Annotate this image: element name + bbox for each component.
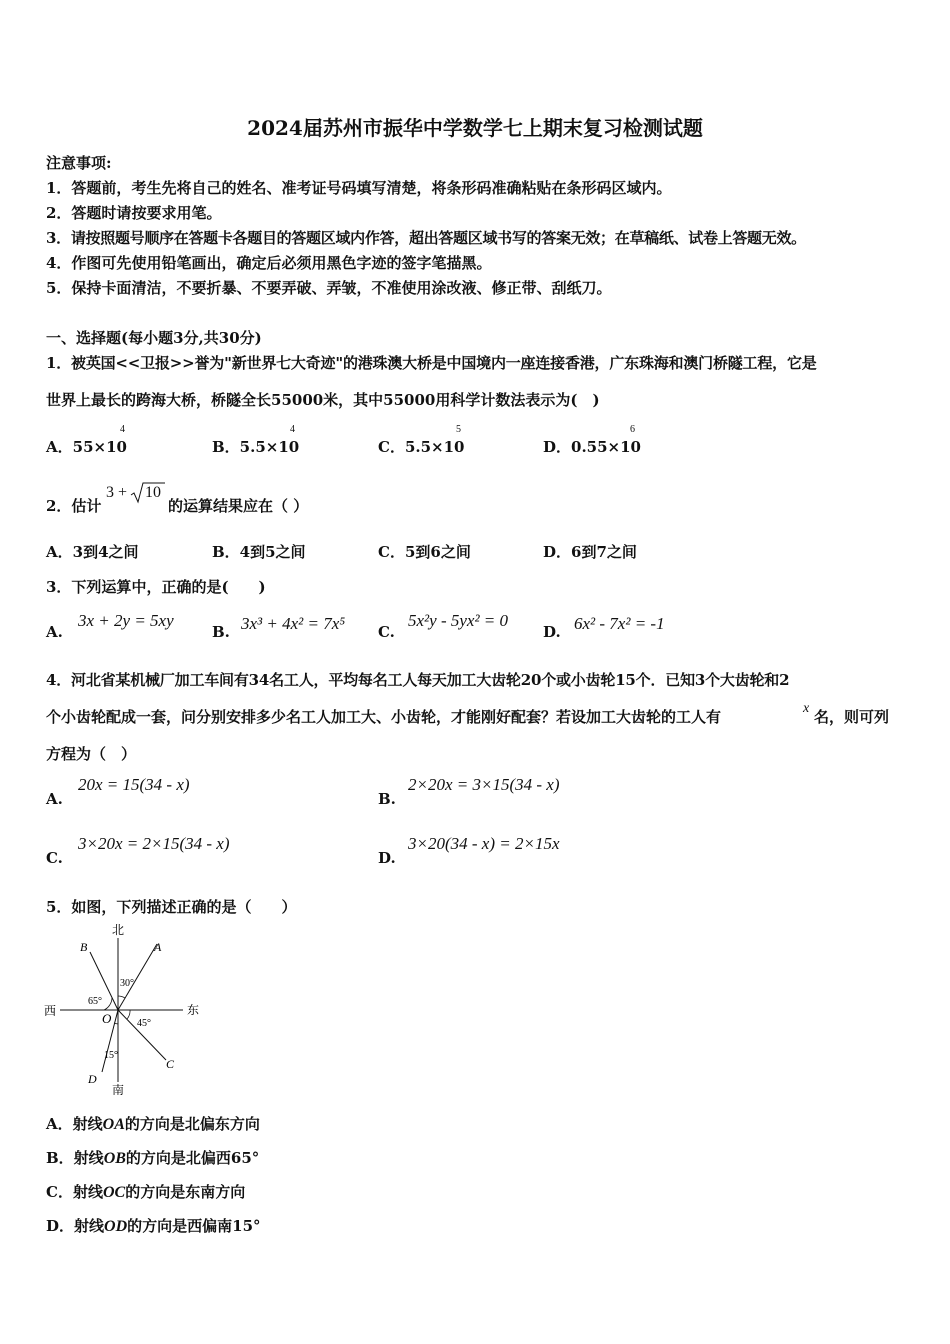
q4-option-c[interactable]: 3×20x = 2×15(34 - x)	[78, 834, 230, 853]
q1-option-d[interactable]	[543, 436, 641, 457]
angle-arc-c	[127, 1010, 130, 1019]
ray-name: OC	[102, 1184, 126, 1201]
q5-option-d[interactable]	[46, 1215, 261, 1236]
q4-label-c: C.	[46, 849, 63, 867]
ray-name: OB	[103, 1150, 126, 1167]
q1-stem-line2: 世界上最长的跨海大桥，桥隧全长55000米，其中55000用科学计数法表示为( )	[46, 391, 600, 409]
q4-stem-line2a: 个小齿轮配成一套，问分别安排多少名工人加工大、小齿轮，才能刚好配套？若设加工大齿轮的工人有	[46, 708, 722, 726]
direction-diagram	[40, 920, 210, 1100]
q2-option-d[interactable]: D．6到7之间	[543, 543, 637, 561]
q2-option-b[interactable]: B．4到5之间	[212, 543, 306, 561]
option-suffix: 的方向是东南方向	[125, 1183, 246, 1201]
q3-option-c[interactable]: 5x²y - 5yx² = 0	[408, 611, 509, 630]
q1-option-c[interactable]	[378, 436, 464, 457]
q3-option-b[interactable]: 3x³ + 4x² = 7x⁵	[241, 614, 346, 633]
q2-suffix: 的运算结果应在（ ）	[168, 497, 309, 515]
q4-label-b: B.	[378, 790, 396, 808]
q4-option-a[interactable]: 20x = 15(34 - x)	[78, 775, 190, 794]
label-north: 北	[112, 923, 125, 937]
angle-arc-a	[118, 996, 125, 998]
notice-item: 4．作图可先使用铅笔画出，确定后必须用黑色字迹的签字笔描黑。	[46, 254, 492, 272]
q1-stem-line1: 1．被英国<<卫报>>誉为"新世界七大奇迹"的港珠澳大桥是中国境内一座连接香港，广东珠海和澳门桥隧工程，它是	[46, 354, 817, 372]
notice-item: 3．请按照题号顺序在答题卡各题目的答题区域内作答，超出答题区域书写的答案无效；在草稿纸、试卷上答题无效。	[46, 229, 806, 247]
q4-variable: x	[803, 701, 810, 716]
ray-name: OA	[102, 1116, 125, 1133]
q4-label-a: A.	[46, 790, 63, 808]
ray-oa	[118, 944, 157, 1010]
label-origin: O	[102, 1011, 112, 1026]
q3-stem: 3．下列运算中，正确的是( )	[46, 578, 266, 596]
q4-stem-line2b: 名，则可列	[814, 708, 890, 726]
label-west: 西	[44, 1004, 57, 1018]
q4-label-d: D.	[378, 849, 396, 867]
q4-stem-line3: 方程为（ ）	[46, 745, 137, 763]
q2-prefix: 2．估计	[46, 497, 102, 515]
q4-option-b[interactable]: 2×20x = 3×15(34 - x)	[408, 775, 560, 794]
q1-option-b-exp: 4	[290, 424, 295, 435]
label-c: C	[166, 1057, 175, 1071]
notice-item: 1．答题前，考生先将自己的姓名、准考证号码填写清楚，将条形码准确粘贴在条形码区域内。	[46, 179, 672, 197]
label-d: D	[88, 1072, 97, 1086]
option-suffix: 的方向是北偏东方向	[124, 1115, 260, 1133]
q4-option-d[interactable]: 3×20(34 - x) = 2×15x	[408, 834, 560, 853]
option-prefix: C．射线	[46, 1183, 103, 1201]
label-a: A	[154, 940, 162, 954]
q2-expr-a: 3 +	[106, 484, 128, 501]
q5-option-a[interactable]	[46, 1113, 260, 1134]
angle-arc-b	[104, 998, 112, 1010]
angle-label-a: 30°	[120, 978, 134, 989]
option-label: C．5.5×10	[378, 438, 465, 456]
option-prefix: B．射线	[46, 1149, 104, 1167]
notice-heading: 注意事项:	[46, 154, 112, 172]
page-title: 2024届苏州市振华中学数学七上期末复习检测试题	[247, 116, 703, 140]
q3-label-b: B.	[212, 623, 230, 641]
q1-option-b[interactable]	[212, 436, 299, 457]
q1-option-a-exp: 4	[120, 424, 125, 435]
q3-option-d[interactable]: 6x² - 7x² = -1	[574, 614, 665, 633]
q5-stem: 5．如图，下列描述正确的是（ ）	[46, 898, 297, 916]
option-label: A．55×10	[46, 438, 127, 456]
compass-figure	[40, 920, 210, 1100]
section-heading: 一、选择题(每小题3分,共30分)	[46, 329, 262, 347]
q3-label-d: D.	[543, 623, 561, 641]
label-south: 南	[112, 1083, 125, 1097]
q2-option-c[interactable]: C．5到6之间	[378, 543, 471, 561]
option-suffix: 的方向是北偏西65°	[125, 1149, 260, 1167]
option-label: D．0.55×10	[543, 438, 641, 456]
option-prefix: D．射线	[46, 1217, 105, 1235]
q1-option-d-exp: 6	[630, 424, 635, 435]
angle-label-c: 45°	[137, 1018, 151, 1029]
q3-option-a[interactable]: 3x + 2y = 5xy	[78, 611, 174, 630]
label-east: 东	[187, 1003, 200, 1017]
option-suffix: 的方向是西偏南15°	[127, 1217, 261, 1235]
angle-label-b: 65°	[88, 996, 102, 1007]
q3-label-c: C.	[378, 623, 395, 641]
ray-name: OD	[104, 1218, 128, 1235]
q3-label-a: A.	[46, 623, 63, 641]
q4-stem-line1: 4．河北省某机械厂加工车间有34名工人，平均每名工人每天加工大齿轮20个或小齿轮15个．已知3个大齿轮和2	[46, 671, 790, 689]
q1-option-a[interactable]	[46, 436, 127, 457]
notice-item: 2．答题时请按要求用笔。	[46, 204, 222, 222]
q1-option-c-exp: 5	[456, 424, 461, 435]
q5-option-c[interactable]	[46, 1181, 245, 1202]
q5-option-b[interactable]	[46, 1147, 259, 1168]
angle-label-d: 15°	[104, 1050, 118, 1061]
notice-item: 5．保持卡面清洁，不要折暴、不要弄破、弄皱，不准使用涂改液、修正带、刮纸刀。	[46, 279, 612, 297]
q2-radicand: 10	[145, 484, 161, 501]
option-label: B．5.5×10	[212, 438, 300, 456]
q2-option-a[interactable]: A．3到4之间	[46, 543, 139, 561]
label-b: B	[80, 940, 88, 954]
option-prefix: A．射线	[46, 1115, 103, 1133]
